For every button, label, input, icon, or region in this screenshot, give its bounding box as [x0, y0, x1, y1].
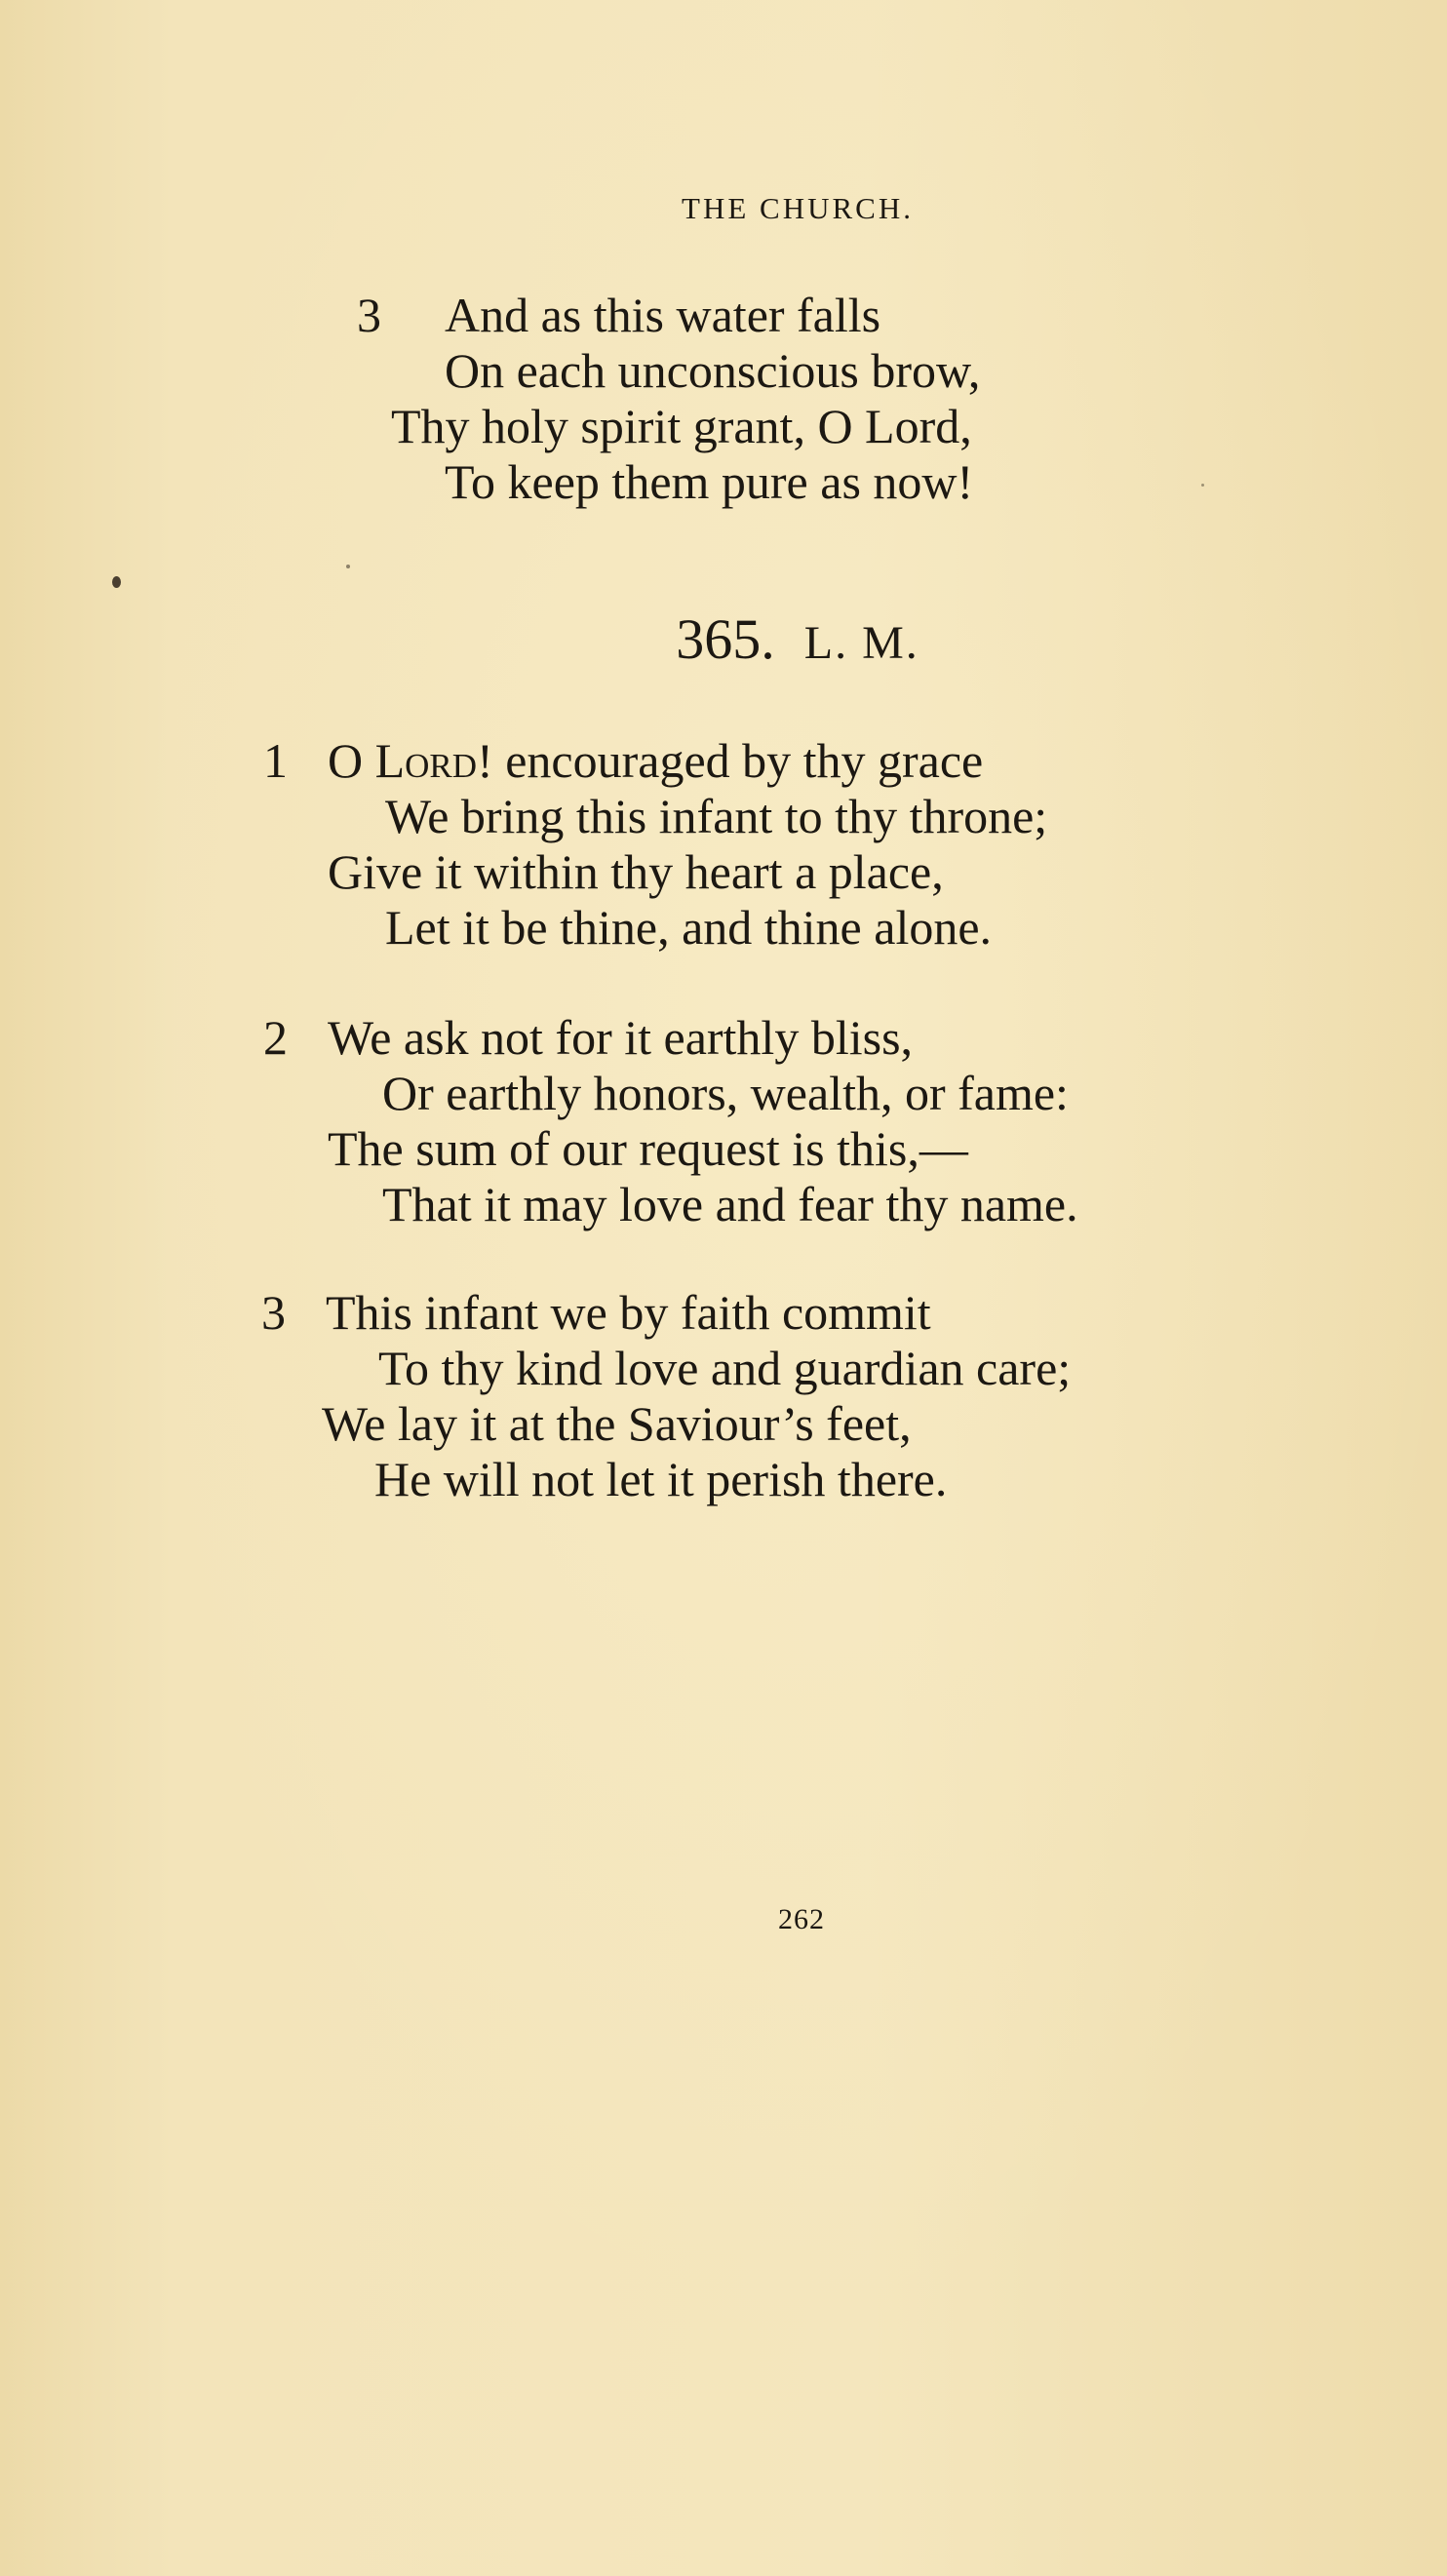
hymn-heading [0, 606, 1447, 672]
verse-text: He will not let it perish there. [374, 1452, 948, 1506]
verse-text: That it may love and fear thy name. [382, 1177, 1078, 1231]
verse-text: Or earthly honors, wealth, or fame: [382, 1066, 1069, 1120]
verse-text-smallcaps: Lord [374, 733, 478, 788]
stanza-number: 1 [263, 733, 288, 788]
verse-text-prefix: O [328, 733, 375, 788]
verse-text: On each unconscious brow, [445, 343, 981, 398]
verse-text: We ask not for it earthly bliss, [328, 1010, 914, 1065]
ink-speck [112, 576, 121, 588]
stanza-number: 2 [263, 1010, 288, 1065]
page-number: 262 [778, 1903, 825, 1935]
hymn-number: 365. [676, 607, 775, 671]
ink-speck [1201, 484, 1204, 487]
hymn-meter: L. M. [803, 617, 919, 669]
verse-text: To keep them pure as now! [445, 454, 974, 509]
verse-text: We bring this infant to thy throne; [385, 789, 1048, 843]
verse-text [328, 733, 983, 789]
verse-text: To thy kind love and guardian care; [378, 1341, 1072, 1395]
verse-text: Let it be thine, and thine alone. [385, 900, 993, 955]
ink-speck [346, 565, 350, 568]
verse-text: The sum of our request is this,— [328, 1121, 968, 1176]
verse-text-rest: ! encouraged by thy grace [477, 733, 984, 788]
stanza-number: 3 [357, 288, 381, 342]
stanza-number: 3 [261, 1285, 286, 1340]
verse-text: Thy holy spirit grant, O Lord, [391, 399, 972, 453]
verse-text: We lay it at the Saviour’s feet, [322, 1396, 912, 1451]
running-head: THE CHURCH. [682, 191, 914, 225]
verse-text: This infant we by faith commit [326, 1285, 931, 1340]
verse-text: Give it within thy heart a place, [328, 844, 944, 899]
verse-text: And as this water falls [445, 288, 881, 342]
